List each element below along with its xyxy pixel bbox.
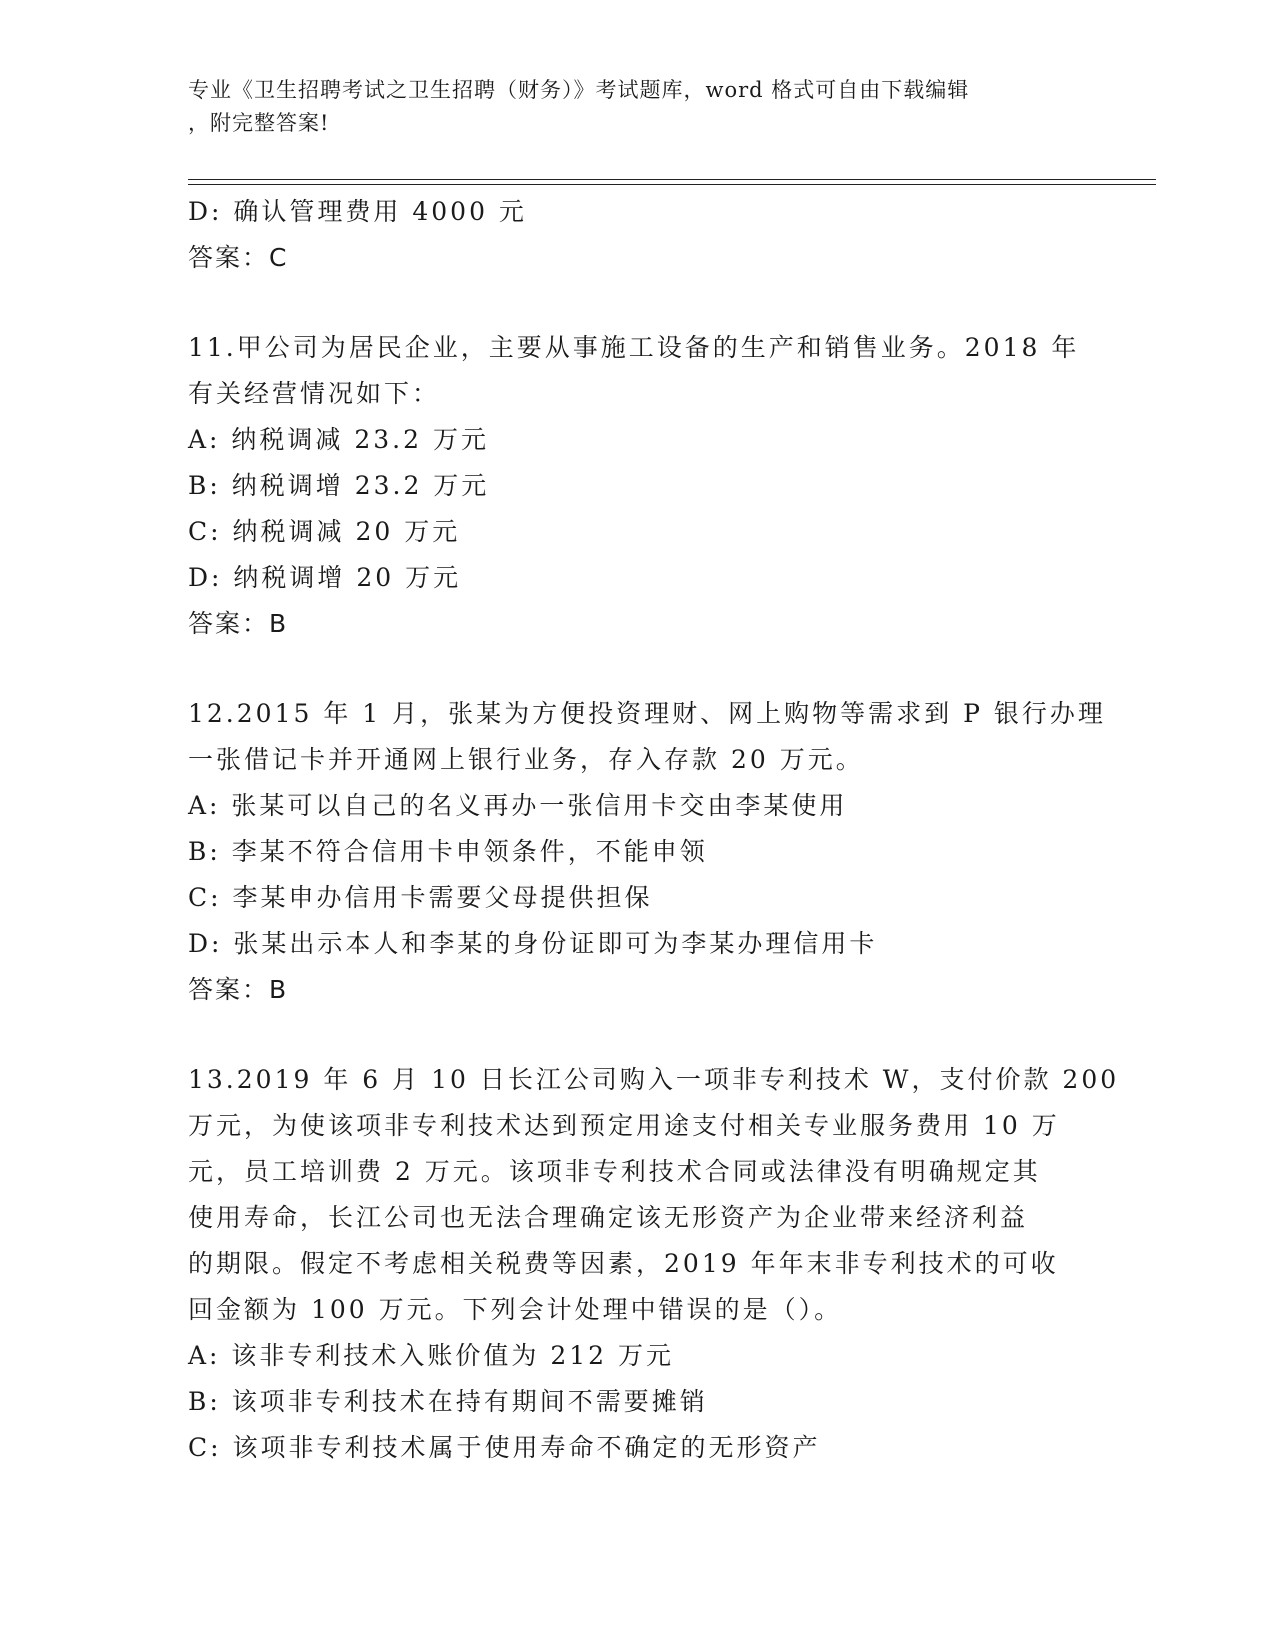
question-13	[188, 1057, 1120, 1471]
option-d: D: 张某出示本人和李某的身份证即可为李某办理信用卡	[188, 929, 878, 958]
header-divider-top	[188, 179, 1156, 180]
option-b: B: 该项非专利技术在持有期间不需要摊销	[188, 1387, 708, 1416]
question-stem: 万元，为使该项非专利技术达到预定用途支付相关专业服务费用 10 万	[188, 1111, 1060, 1140]
option-c: C: 李某申办信用卡需要父母提供担保	[188, 883, 653, 912]
answer-line: 答案：B	[188, 975, 289, 1004]
question-12	[188, 691, 1106, 1013]
option-c: C: 纳税调减 20 万元	[188, 517, 461, 546]
answer-line: 答案：B	[188, 609, 289, 638]
option-c: C: 该项非专利技术属于使用寿命不确定的无形资产	[188, 1433, 821, 1462]
question-stem: 回金额为 100 万元。下列会计处理中错误的是（）。	[188, 1295, 843, 1324]
answer-line: 答案：C	[188, 243, 289, 272]
header-line-2: ，附完整答案!	[188, 111, 330, 135]
header-line-1: 专业《卫生招聘考试之卫生招聘（财务）》考试题库，word 格式可自由下载编辑	[188, 78, 970, 102]
document-body	[188, 189, 1120, 1471]
document-header	[188, 74, 1088, 140]
question-stem: 元，员工培训费 2 万元。该项非专利技术合同或法律没有明确规定其	[188, 1157, 1041, 1186]
question-stem: 一张借记卡并开通网上银行业务，存入存款 20 万元。	[188, 745, 864, 774]
question-stem: 13.2019 年 6 月 10 日长江公司购入一项非专利技术 W，支付价款 200	[188, 1065, 1120, 1094]
option-a: A: 纳税调减 23.2 万元	[188, 425, 489, 454]
question-stem: 的期限。假定不考虑相关税费等因素，2019 年年末非专利技术的可收	[188, 1249, 1059, 1278]
question-stem: 11.甲公司为居民企业，主要从事施工设备的生产和销售业务。2018 年	[188, 333, 1080, 362]
option-b: B: 纳税调增 23.2 万元	[188, 471, 490, 500]
option-b: B: 李某不符合信用卡申领条件，不能申领	[188, 837, 708, 866]
option-a: A: 该非专利技术入账价值为 212 万元	[188, 1341, 675, 1370]
question-stem: 使用寿命，长江公司也无法合理确定该无形资产为企业带来经济利益	[188, 1203, 1029, 1232]
option-d: D: 纳税调增 20 万元	[188, 563, 462, 592]
option-d: D: 确认管理费用 4000 元	[188, 197, 527, 226]
prev-question-tail	[188, 189, 1088, 281]
question-stem: 有关经营情况如下：	[188, 379, 441, 408]
header-divider-bottom	[188, 184, 1156, 185]
option-a: A: 张某可以自己的名义再办一张信用卡交由李某使用	[188, 791, 848, 820]
question-11	[188, 325, 1088, 647]
question-stem: 12.2015 年 1 月，张某为方便投资理财、网上购物等需求到 P 银行办理	[188, 699, 1106, 728]
